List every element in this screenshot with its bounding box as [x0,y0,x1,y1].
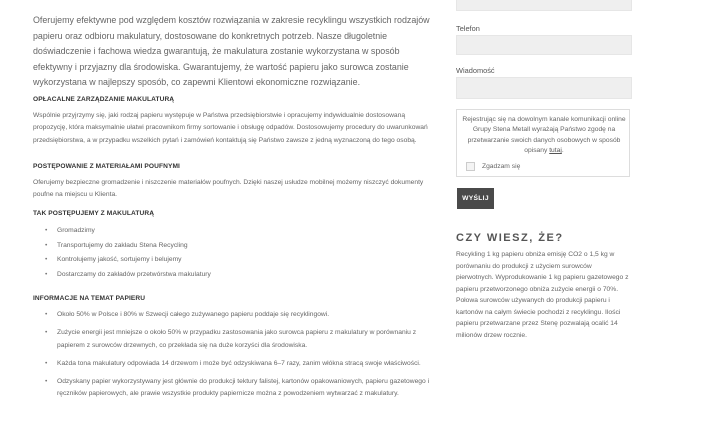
text-confidential: Oferujemy bezpieczne gromadzenie i niszczenie materiałów poufnych. Dzięki naszej usłudze mobilnej możemy niszczyć dokumenty poufne na miejscu u Klienta. [33,179,424,199]
message-field[interactable] [456,77,632,99]
agree-label: Zgadzam się [482,163,521,170]
send-button[interactable]: WYŚLIJ [457,188,494,209]
heading-process: TAK POSTĘPUJEMY Z MAKULATURĄ [33,210,155,217]
heading-confidential: POSTĘPOWANIE Z MATERIAŁAMI POUFNYMI [33,163,180,170]
list-item: • Kontrolujemy jakość, sortujemy i belujemy [33,254,433,269]
did-you-know-heading: CZY WIESZ, ŻE? [456,232,564,244]
list-item: • Zużycie energii jest mniejsze o około 50% w przypadku zastosowania jako surowca papieru z makulatury w porównaniu z papierem z surowców drzewnych, co przekłada się na duże korzyści dla środowiska. [33,327,433,352]
agree-checkbox[interactable] [466,162,475,171]
list-item: • Każda tona makulatury odpowiada 14 drzewom i może być odzyskiwana 6–7 razy, zanim włókna stracą swoje właściwości. [33,358,433,370]
process-list [33,225,433,283]
consent-box: Rejestrując się na dowolnym kanale komunikacji online Grupy Stena Metall wyrażają Państwo zgodę na przetwarzanie swoich danych osobowych w sposób opisany tutaj. Zgadzam się [456,109,630,177]
consent-text: Rejestrując się na dowolnym kanale komunikacji online Grupy Stena Metall wyrażają Państwo zgodę na przetwarzanie swoich danych osobowych w sposób opisany [462,116,626,155]
agree-row [466,162,520,171]
list-item: • Około 50% w Polsce i 80% w Szwecji całego zużywanego papieru poddaje się recyklingowi. [33,309,433,321]
list-item: • Transportujemy do zakładu Stena Recycling [33,240,433,255]
list-item: • Dostarczamy do zakładów przetwórstwa makulatury [33,269,433,284]
did-you-know-text: Recykling 1 kg papieru obniża emisję CO2 o 1,5 kg w porównaniu do produkcji z użyciem surowców pierwotnych. Wyprodukowanie 1 kg papieru gazetowego z papieru przetworzonego obniża zużycie energii o 70%. Połowa surowców używanych do produkcji papieru i kartonów na całym świecie pochodzi z recyklingu. Ilości papieru przetwarzane przez Stenę pozwalają ocalić 14 milionów drzew rocznie. [456,251,629,339]
list-item: • Odzyskany papier wykorzystywany jest głównie do produkcji tektury falistej, kartonów opakowaniowych, papieru gazetowego i ręczników papierowych, ale prawie wszystkie produkty papiernicze można z powodzeniem wytwarzać z makulatury. [33,376,433,401]
email-field[interactable] [456,0,632,11]
phone-label: Telefon [456,24,480,33]
heading-paper-info: INFORMACJE NA TEMAT PAPIERU [33,295,146,302]
paper-info-list [33,309,433,407]
privacy-link[interactable]: tutaj [549,147,562,155]
text-waste-management: Wspólnie przyjrzymy się, jaki rodzaj papieru występuje w Państwa przedsiębiorstwie i opracujemy indywidualnie dostosowaną propozycję, która maksymalnie ułatwi pracownikom firmy sortowanie i obsługę odpadów. Dostosowujemy procedury do uwarunkowań przedsiębiorstwa, a w przypadku wszelkich pytań i zamówień kontaktują się Państwo zawsze z jedną wyznaczoną do tego osobą. [33,112,428,144]
heading-waste-management: OPŁACALNE ZARZĄDZANIE MAKULATURĄ [33,96,175,103]
message-label: Wiadomość [456,66,495,75]
phone-field[interactable] [456,35,632,55]
intro-paragraph: Oferujemy efektywne pod względem kosztów rozwiązania w zakresie recyklingu wszystkich rodzajów papieru oraz odbioru makulatury, dostosowane do konkretnych potrzeb. Nasze długoletnie doświadczenie i fachowa wiedza gwarantują, że makulatura zostanie wykorzystana w sposób efektywny i przyjazny dla środowiska. Gwarantujemy, że wartość papieru jako surowca zostanie wykorzystana w najlepszy sposób, co zapewni Klientowi ekonomiczne rozwiązanie. [33,15,430,87]
list-item: • Gromadzimy [33,225,433,240]
